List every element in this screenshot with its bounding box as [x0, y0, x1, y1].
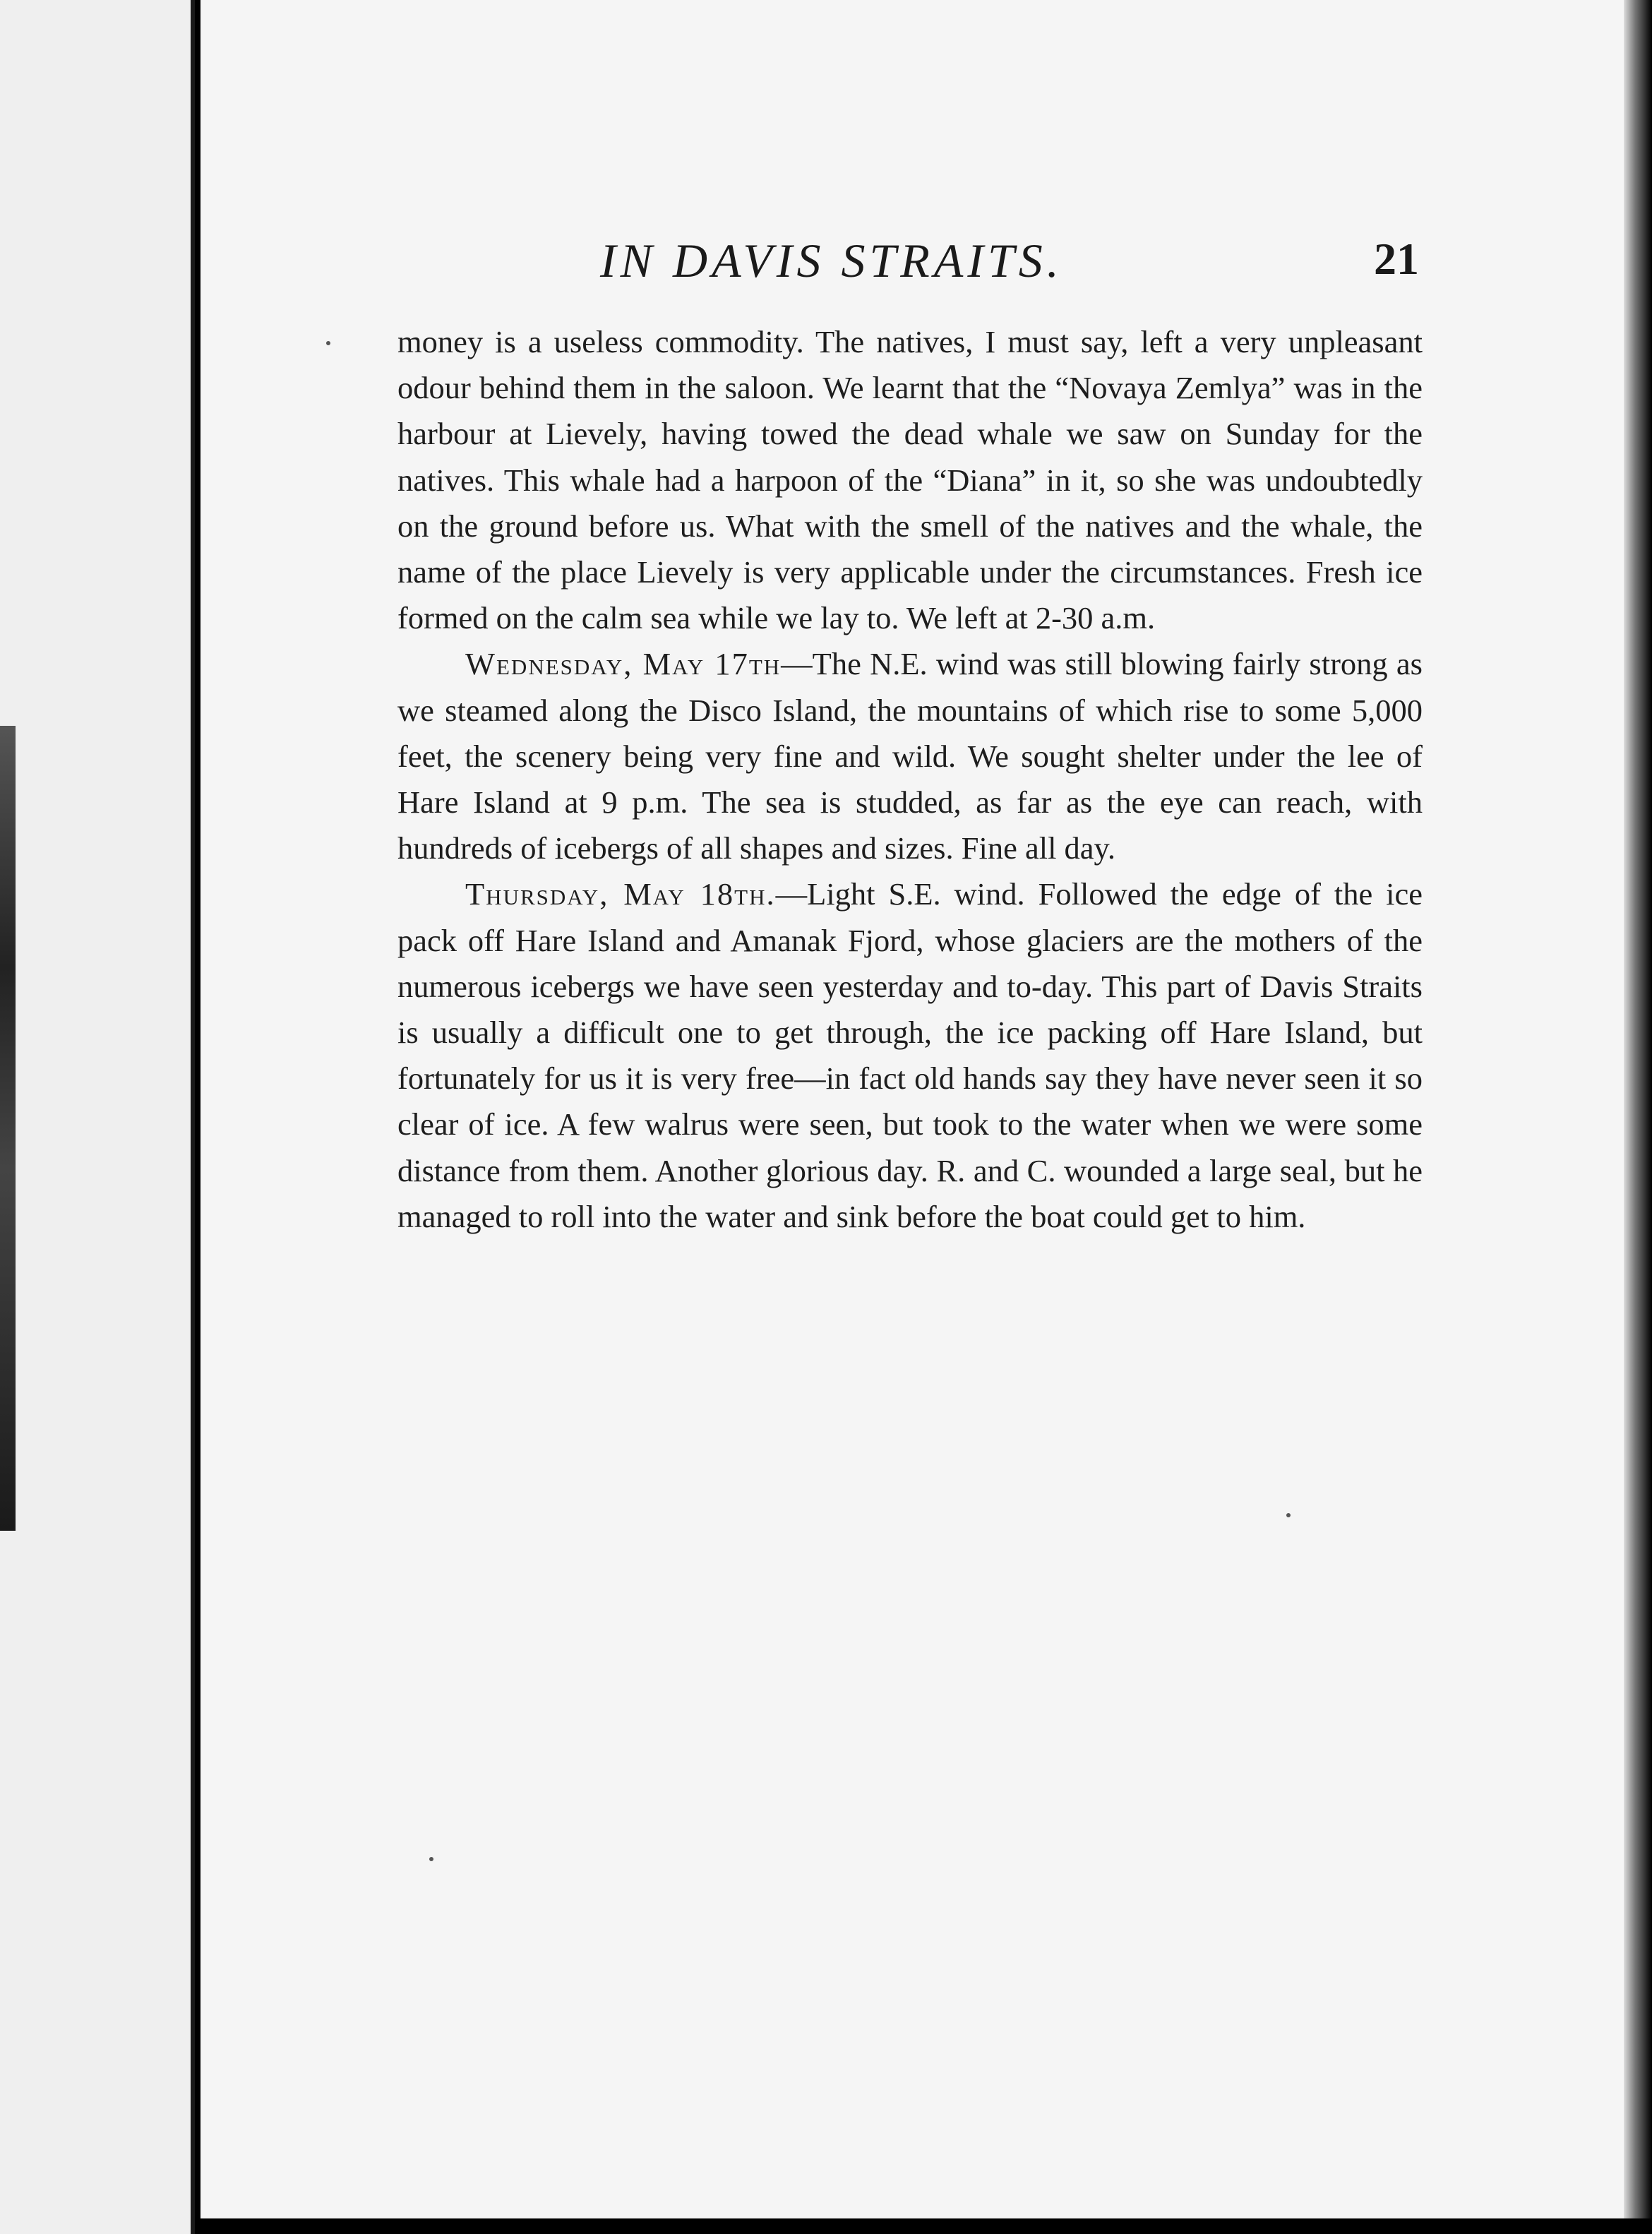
entry-text: —The N.E. wind was still blowing fairly strong as we steamed along the Disco Island, the mountains of which rise to some 5,000 feet, the scenery being very fine and wild. We sought shelter under the lee of Hare Island at 9 p.m. The sea is studded, as far as the eye can reach, with hundreds of icebergs of all shapes and sizes. Fine all day.	[397, 646, 1423, 866]
print-speck	[429, 1857, 433, 1861]
page-gutter-line	[191, 0, 195, 2234]
page-number: 21	[1374, 234, 1419, 284]
print-speck	[326, 341, 330, 345]
page-right-edge	[1624, 0, 1652, 2234]
print-speck	[1286, 1513, 1291, 1517]
diary-entry-wednesday	[397, 641, 1423, 871]
facing-page-edge	[0, 0, 195, 2234]
running-title: IN DAVIS STRAITS.	[600, 234, 1063, 287]
paragraph-text: money is a useless commodity. The natives, I must say, left a very unpleasant odour behind them in the saloon. We learnt that the “Novaya Zemlya” was in the harbour at Lievely, having towed the dead whale we saw on Sunday for the natives. This whale had a harpoon of the “Diana” in it, so she was undoubtedly on the ground before us. What with the smell of the natives and the whale, the name of the place Lievely is very applicable under the circumstances. Fresh ice formed on the calm sea while we lay to. We left at 2-30 a.m.	[397, 324, 1423, 636]
facing-page-photo-edge	[0, 726, 16, 1531]
entry-date: Thursday, May 18th.	[465, 876, 776, 912]
page-header	[395, 233, 1419, 297]
paragraph-continuation	[397, 319, 1423, 641]
entry-date: Wednesday, May 17th	[465, 646, 782, 682]
page-bottom-edge	[195, 2218, 1652, 2234]
entry-text: —Light S.E. wind. Followed the edge of the ice pack off Hare Island and Amanak Fjord, whose glaciers are the mothers of the numerous icebergs we have seen yesterday and to-day. This part of Davis Straits is usually a difficult one to get through, the ice packing off Hare Island, but fortunately for us it is very free—in fact old hands say they have never seen it so clear of ice. A few walrus were seen, but took to the water when we were some distance from them. Another glorious day. R. and C. wounded a large seal, but he managed to roll into the water and sink before the boat could get to him.	[397, 876, 1423, 1234]
diary-entry-thursday	[397, 871, 1423, 1240]
page-body	[397, 319, 1423, 1240]
